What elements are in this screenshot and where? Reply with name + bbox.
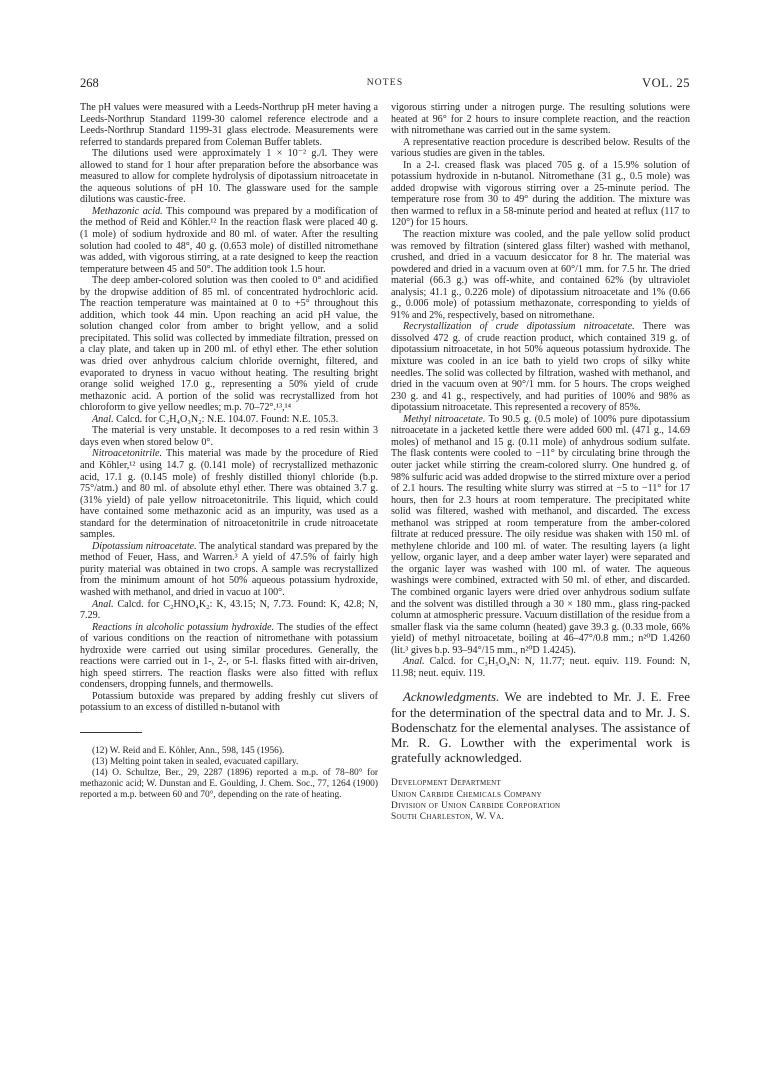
- section-heading: Recrystallization of crude dipotassium nitroacetate.: [403, 321, 635, 333]
- paragraph-nitroacetonitrile: Nitroacetonitrile. This material was made by the procedure of Ried and Köhler,¹² using 14.7 g. (0.141 mole) of recrystallized methazonic acid, 17.1 g. (0.145 mole) of freshly distilled thionyl chloride (b.p. 75°/atm.) and 80 ml. of absolute ethyl ether. There was obtained 3.7 g. (31% yield) of pale yellow nitroacetonitrile. This liquid, which could have contained some methazonic acid as an impurity, was used as a standard for the determination of nitroacetonitrile in crude nitroacetate samples.: [80, 448, 378, 541]
- affiliation-address: [391, 778, 690, 823]
- paragraph-methyl-nitroacetate: Methyl nitroacetate. To 90.5 g. (0.5 mole) of 100% pure dipotassium nitroacetate in a jacketed kettle there were added 600 ml. (471 g., 14.69 moles) of methanol and 15 g. (0.11 mole) of anhydrous sodium sulfate. The flask contents were cooled to −11° by circulating brine through the outer jacket while stirring the cream-colored slurry. One hundred g. of 98% sulfuric acid was added dropwise to the stirred mixture over a period of 2.1 hours. The resulting white slurry was stirred at −5 to −11° for 17 hours, then for 2.3 hours at room temperature. The precipitated white solid was filtered, washed with methanol, and discarded. The excess methanol was stripped at room temperature from the amber-colored filtrate at reduced pressure. The oily residue was shaken with 150 ml. of methylene chloride and 100 ml. of water. The resulting layers (a light yellow, organic layer, and a deep amber water layer) were separated and the organic layer was washed with 100 ml. of water. The aqueous washings were combined, extracted with 50 ml. of ether, and discarded. The combined organic layers were dried over anhydrous sodium sulfate and the solvent was distilled through a 30 × 180 mm., glass ring-packed column at atmospheric pressure. Vacuum distillation of the residue from a smaller flask via the same column (heated) gave 39.3 g. (0.33 mole, 66% yield) of methyl nitroacetate, boiling at 46–47°/0.8 mm.; n²⁰D 1.4260 (lit.³ gives b.p. 93–94°/15 mm., n²⁰D 1.4245).: [391, 413, 690, 656]
- paragraph-representative: A representative reaction procedure is described below. Results of the various studies are given in the tables.: [391, 136, 690, 160]
- footnote-14: (14) O. Schultze, Ber., 29, 2287 (1896) reported a m.p. of 78–80° for methazonic acid; W. Dunstan and E. Goulding, J. Chem. Soc., 77, 1264 (1900) reported a m.p. between 60 and 70°, depending on the rate of heating.: [80, 767, 378, 800]
- acknowledgments: Acknowledgments. We are indebted to Mr. J. E. Free for the determination of the spectral data and to Mr. J. S. Bodenschatz for the elemental analyses. The assistance of Mr. R. G. Lowther with the experimental work is gratefully acknowledged.: [391, 690, 690, 766]
- paragraph-continued: vigorous stirring under a nitrogen purge. The resulting solutions were heated at 96° for 2 hours to insure complete reaction, and the reaction with nitromethane was carried out in the same system.: [391, 102, 690, 137]
- address-line: Division of Union Carbide Corporation: [391, 800, 561, 811]
- left-column: [80, 102, 378, 801]
- paragraph-potassium-butoxide: Potassium butoxide was prepared by adding freshly cut slivers of potassium to an excess of distilled n-butanol with: [80, 690, 378, 714]
- footnote-13: (13) Melting point taken in sealed, evacuated capillary.: [92, 756, 299, 767]
- address-line: South Charleston, W. Va.: [391, 811, 505, 822]
- section-heading: Methazonic acid.: [92, 205, 163, 217]
- paragraph-instability: The material is very unstable. It decomposes to a red resin within 3 days even when stored below 0°.: [80, 425, 378, 448]
- right-column: [391, 102, 690, 823]
- section-heading: Reactions in alcoholic potassium hydroxide.: [92, 621, 275, 633]
- footnote-12: (12) W. Reid and E. Köhler, Ann., 598, 145 (1956).: [92, 745, 285, 756]
- volume-label: VOL. 25: [642, 76, 690, 90]
- address-line: Union Carbide Chemicals Company: [391, 789, 542, 800]
- paragraph-dilutions: The dilutions used were approximately 1 × 10⁻² g./l. They were allowed to stand for 1 hour after preparation before the absorbance was measured to allow for complete hydrolysis of dipotassium nitroacetate in the aqueous solutions of pH 10. The glassware used for the sample dilutions was caustic-free.: [80, 148, 378, 206]
- section-heading: Dipotassium nitroacetate.: [92, 540, 197, 552]
- paragraph-procedure: In a 2-l. creased flask was placed 705 g. of a 15.9% solution of potassium hydroxide in n-butanol. Nitromethane (31 g., 0.5 mole) was added dropwise with vigorous stirring over a 25-minute period. The temperature rose from 30 to 49° during the addition. The mixture was then warmed to reflux in a 58-minute period and heated at reflux (117 to 120°) for 15 hours.: [391, 159, 690, 229]
- address-line: Development Department: [391, 778, 502, 789]
- running-head: NOTES: [366, 78, 404, 88]
- paragraph-alcoholic-koh: Reactions in alcoholic potassium hydroxide. The studies of the effect of various conditions on the reaction of nitromethane with potassium hydroxide were carried out using similar procedures. Generally, the reactions were carried out in 1-, 2-, or 5-l. flasks fitted with air-driven, high speed stirrers. The reaction flasks were also fitted with reflux condensers, dropping funnels, and thermowells.: [80, 621, 378, 691]
- paragraph-recrystallization: Recrystallization of crude dipotassium nitroacetate. There was dissolved 472 g. of crude reaction product, which contained 319 g. of dipotassium nitroacetate, in hot 50% aqueous potassium hydroxide. The mixture was cooled in an ice bath to yield two crops of silky white needles. The solid was collected by filtration, washed with methanol, and dried in the vacuum oven at 90°/1 mm. for 5 hours. The crops weighed 230 g. and 41 g., respectively, and had purities of 100% and 98% as dipotassium nitroacetate. This represented a recovery of 85%.: [391, 321, 690, 414]
- acknowledgments-heading: Acknowledgments.: [403, 690, 500, 705]
- paragraph-dipotassium-nitroacetate: Dipotassium nitroacetate. The analytical standard was prepared by the method of Feuer, Hass, and Warren.³ A yield of 47.5% of fairly high purity material was obtained in two crops. A sample was recrystallized from the minimum amount of hot 50% aqueous potassium hydroxide, washed with methanol, and dried in vacuo at 100°.: [80, 540, 378, 598]
- page-header: [80, 76, 690, 90]
- paragraph-amber-solution: The deep amber-colored solution was then cooled to 0° and acidified by the dropwise addition of 85 ml. of concentrated hydrochloric acid. The reaction temperature was maintained at 0 to +5° throughout this addition, which took 44 min. Upon reaching an acid pH value, the solution changed color from amber to bright yellow, and a solid precipitated. This solid was collected by immediate filtration, pressed on a clay plate, and taken up in 200 ml. of ethyl ether. The ether solution was dried over anhydrous calcium chloride overnight, filtered, and evaporated to dryness in vacuo without heating. The resulting bright orange solid weighed 17.0 g., representing a 50% yield of crude methazonic acid. A portion of the solid was recrystallized from hot chloroform to give yellow needles; m.p. 70–72°.¹³,¹⁴: [80, 275, 378, 414]
- section-heading: Nitroacetonitrile.: [92, 448, 162, 460]
- paragraph-analysis-3: Anal. Calcd. for C₃H₅O₄N: N, 11.77; neut. equiv. 119. Found: N, 11.98; neut. equiv. 119.: [391, 656, 690, 679]
- paragraph-analysis: Anal. Calcd. for C₂H₄O₃N₂: N.E. 104.07. Found: N.E. 105.3.: [92, 413, 339, 425]
- paragraph-methazonic-acid: Methazonic acid. This compound was prepared by a modification of the method of Reid and Köhler.¹² In the reaction flask were placed 40 g. (1 mole) of sodium hydroxide and 80 ml. of water. After the resulting solution had cooled to 48°, 40 g. (0.653 mole) of distilled nitromethane was added, with vigorous stirring, at a rate designed to keep the reaction temperature between 45 and 50°. The addition took 1.5 hour.: [80, 205, 378, 275]
- page-number: 268: [80, 76, 99, 90]
- paragraph-ph-measurement: The pH values were measured with a Leeds-Northrup pH meter having a Leeds-Northrup Standard 1199-30 calomel reference electrode and a Leeds-Northrup Standard 1199-31 glass electrode. Measurements were referred to standards prepared from Coleman Buffer tablets.: [80, 102, 378, 148]
- section-heading: Methyl nitroacetate.: [403, 413, 486, 425]
- paragraph-workup: The reaction mixture was cooled, and the pale yellow solid product was removed by filtration (sintered glass filter) washed with methanol, crushed, and dried in a vacuum desiccator for 8 hr. The material was powdered and dried in a vacuum oven at 60°/1 mm. for 7.5 hr. The dried material (66.3 g.) was off-white, and contained 62% (by ultraviolet analysis; 41.1 g., 0.226 mole) of dipotassium nitroacetate and 1% (0.66 g., 0.006 mole) of potassium methazonate, corresponding to yields of 91% and 2%, respectively, based on nitromethane.: [391, 229, 690, 321]
- paragraph-analysis-2: Anal. Calcd. for C₂HNO₄K₂: K, 43.15; N, 7.73. Found: K, 42.8; N, 7.29.: [80, 598, 378, 622]
- footnote-divider: [80, 732, 142, 733]
